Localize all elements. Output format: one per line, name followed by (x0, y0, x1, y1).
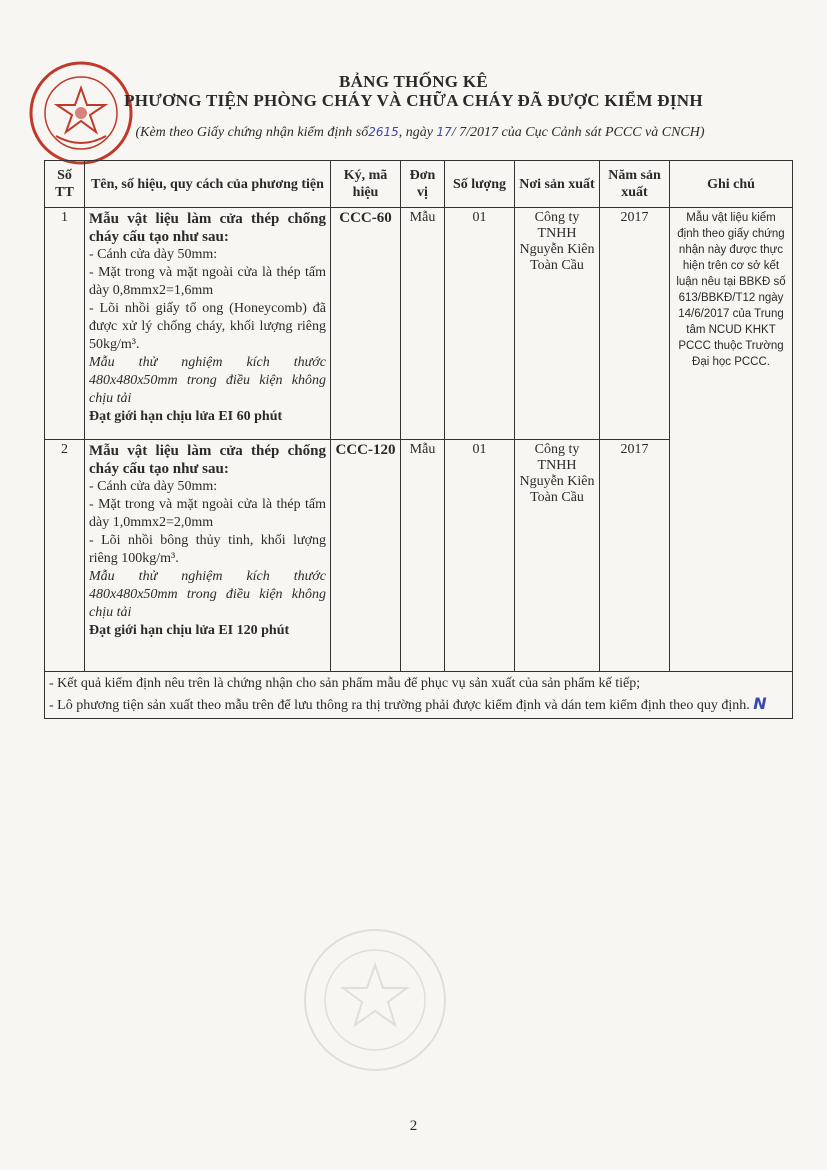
certificate-number: 2615 (368, 125, 399, 139)
row-maker: Công ty TNHH Nguyễn Kiên Toàn Cầu (515, 440, 600, 672)
document-subtitle-main: PHƯƠNG TIỆN PHÒNG CHÁY VÀ CHỮA CHÁY ĐÃ ĐƯỢC KIỂM ĐỊNH (124, 91, 703, 110)
row-heading: Mẫu vật liệu làm cửa thép chống cháy cấu tạo như sau: (89, 211, 326, 245)
footer-notes (45, 672, 793, 719)
row-code: CCC-60 (331, 208, 401, 440)
row-line: - Mặt trong và mặt ngoài cửa là thép tấm dày 1,0mmx2=2,0mm (89, 497, 326, 530)
row-stt: 1 (45, 208, 85, 440)
page-number: 2 (409, 1118, 418, 1134)
row-unit: Mẫu (401, 208, 445, 440)
footer-note-2 (49, 694, 788, 716)
reference-mid: , ngày (398, 125, 433, 140)
row-result: Đạt giới hạn chịu lửa EI 120 phút (89, 623, 290, 638)
col-note: Ghi chú (670, 161, 793, 208)
col-stt: Số TT (45, 161, 85, 208)
certificate-day: 17 (436, 125, 452, 139)
row-year: 2017 (600, 208, 670, 440)
inspection-table (44, 160, 793, 719)
footer-note-1: - Kết quả kiểm định nêu trên là chứng nhận cho sản phẩm mẫu để phục vụ sản xuất của sản phẩm kế tiếp; (49, 676, 641, 691)
row-qty: 01 (445, 440, 515, 672)
col-maker: Nơi sản xuất (515, 161, 600, 208)
footer-note-2-text: - Lô phương tiện sản xuất theo mẫu trên để lưu thông ra thị trường phải được kiểm định và dán tem kiểm định theo quy định. (49, 698, 750, 713)
row-note: Mẫu vật liệu kiểm định theo giấy chứng nhận này được thực hiện trên cơ sở kết luận nêu tại BBKĐ số 613/BBKĐ/T12 ngày 14/6/2017 của Trung tâm NCUD KHKT PCCC thuộc Trường Đại học PCCC. (670, 208, 793, 672)
table-header-row (45, 161, 793, 208)
attachment-reference (40, 125, 800, 141)
row-line: - Cánh cửa dày 50mm: (89, 479, 218, 494)
row-line: - Cánh cửa dày 50mm: (89, 247, 218, 262)
col-year: Năm sản xuất (600, 161, 670, 208)
row-line: - Mặt trong và mặt ngoài cửa là thép tấm dày 0,8mmx2=1,6mm (89, 265, 326, 298)
row-maker: Công ty TNHH Nguyễn Kiên Toàn Cầu (515, 208, 600, 440)
col-name: Tên, số hiệu, quy cách của phương tiện (85, 161, 331, 208)
row-line: - Lõi nhồi bông thủy tinh, khối lượng riêng 100kg/m³. (89, 533, 326, 566)
document-title: BẢNG THỐNG KÊ (338, 72, 489, 91)
row-unit: Mẫu (401, 440, 445, 672)
reference-suffix: / 7/2017 của Cục Cảnh sát PCCC và CNCH) (451, 125, 705, 140)
footer-row (45, 672, 793, 719)
row-code: CCC-120 (331, 440, 401, 672)
row-qty: 01 (445, 208, 515, 440)
table-row (45, 208, 793, 440)
row-year: 2017 (600, 440, 670, 672)
col-qty: Số lượng (445, 161, 515, 208)
embossed-seal-icon (300, 925, 450, 1075)
col-unit: Đơn vị (401, 161, 445, 208)
row-stt: 2 (45, 440, 85, 672)
row-heading: Mẫu vật liệu làm cửa thép chống cháy cấu tạo như sau: (89, 443, 326, 477)
row-test-sample: Mẫu thử nghiệm kích thước 480x480x50mm trong điều kiện không chịu tải (89, 355, 326, 406)
row-test-sample: Mẫu thử nghiệm kích thước 480x480x50mm trong điều kiện không chịu tải (89, 569, 326, 620)
row-description (85, 440, 331, 672)
reference-prefix: (Kèm theo Giấy chứng nhận kiểm định số (135, 125, 369, 140)
row-line: - Lõi nhồi giấy tổ ong (Honeycomb) đã được xử lý chống cháy, khối lượng riêng 50kg/m³. (89, 301, 326, 352)
row-description (85, 208, 331, 440)
col-code: Ký, mã hiệu (331, 161, 401, 208)
row-result: Đạt giới hạn chịu lửa EI 60 phút (89, 409, 283, 424)
initial-signature: N (753, 694, 767, 713)
